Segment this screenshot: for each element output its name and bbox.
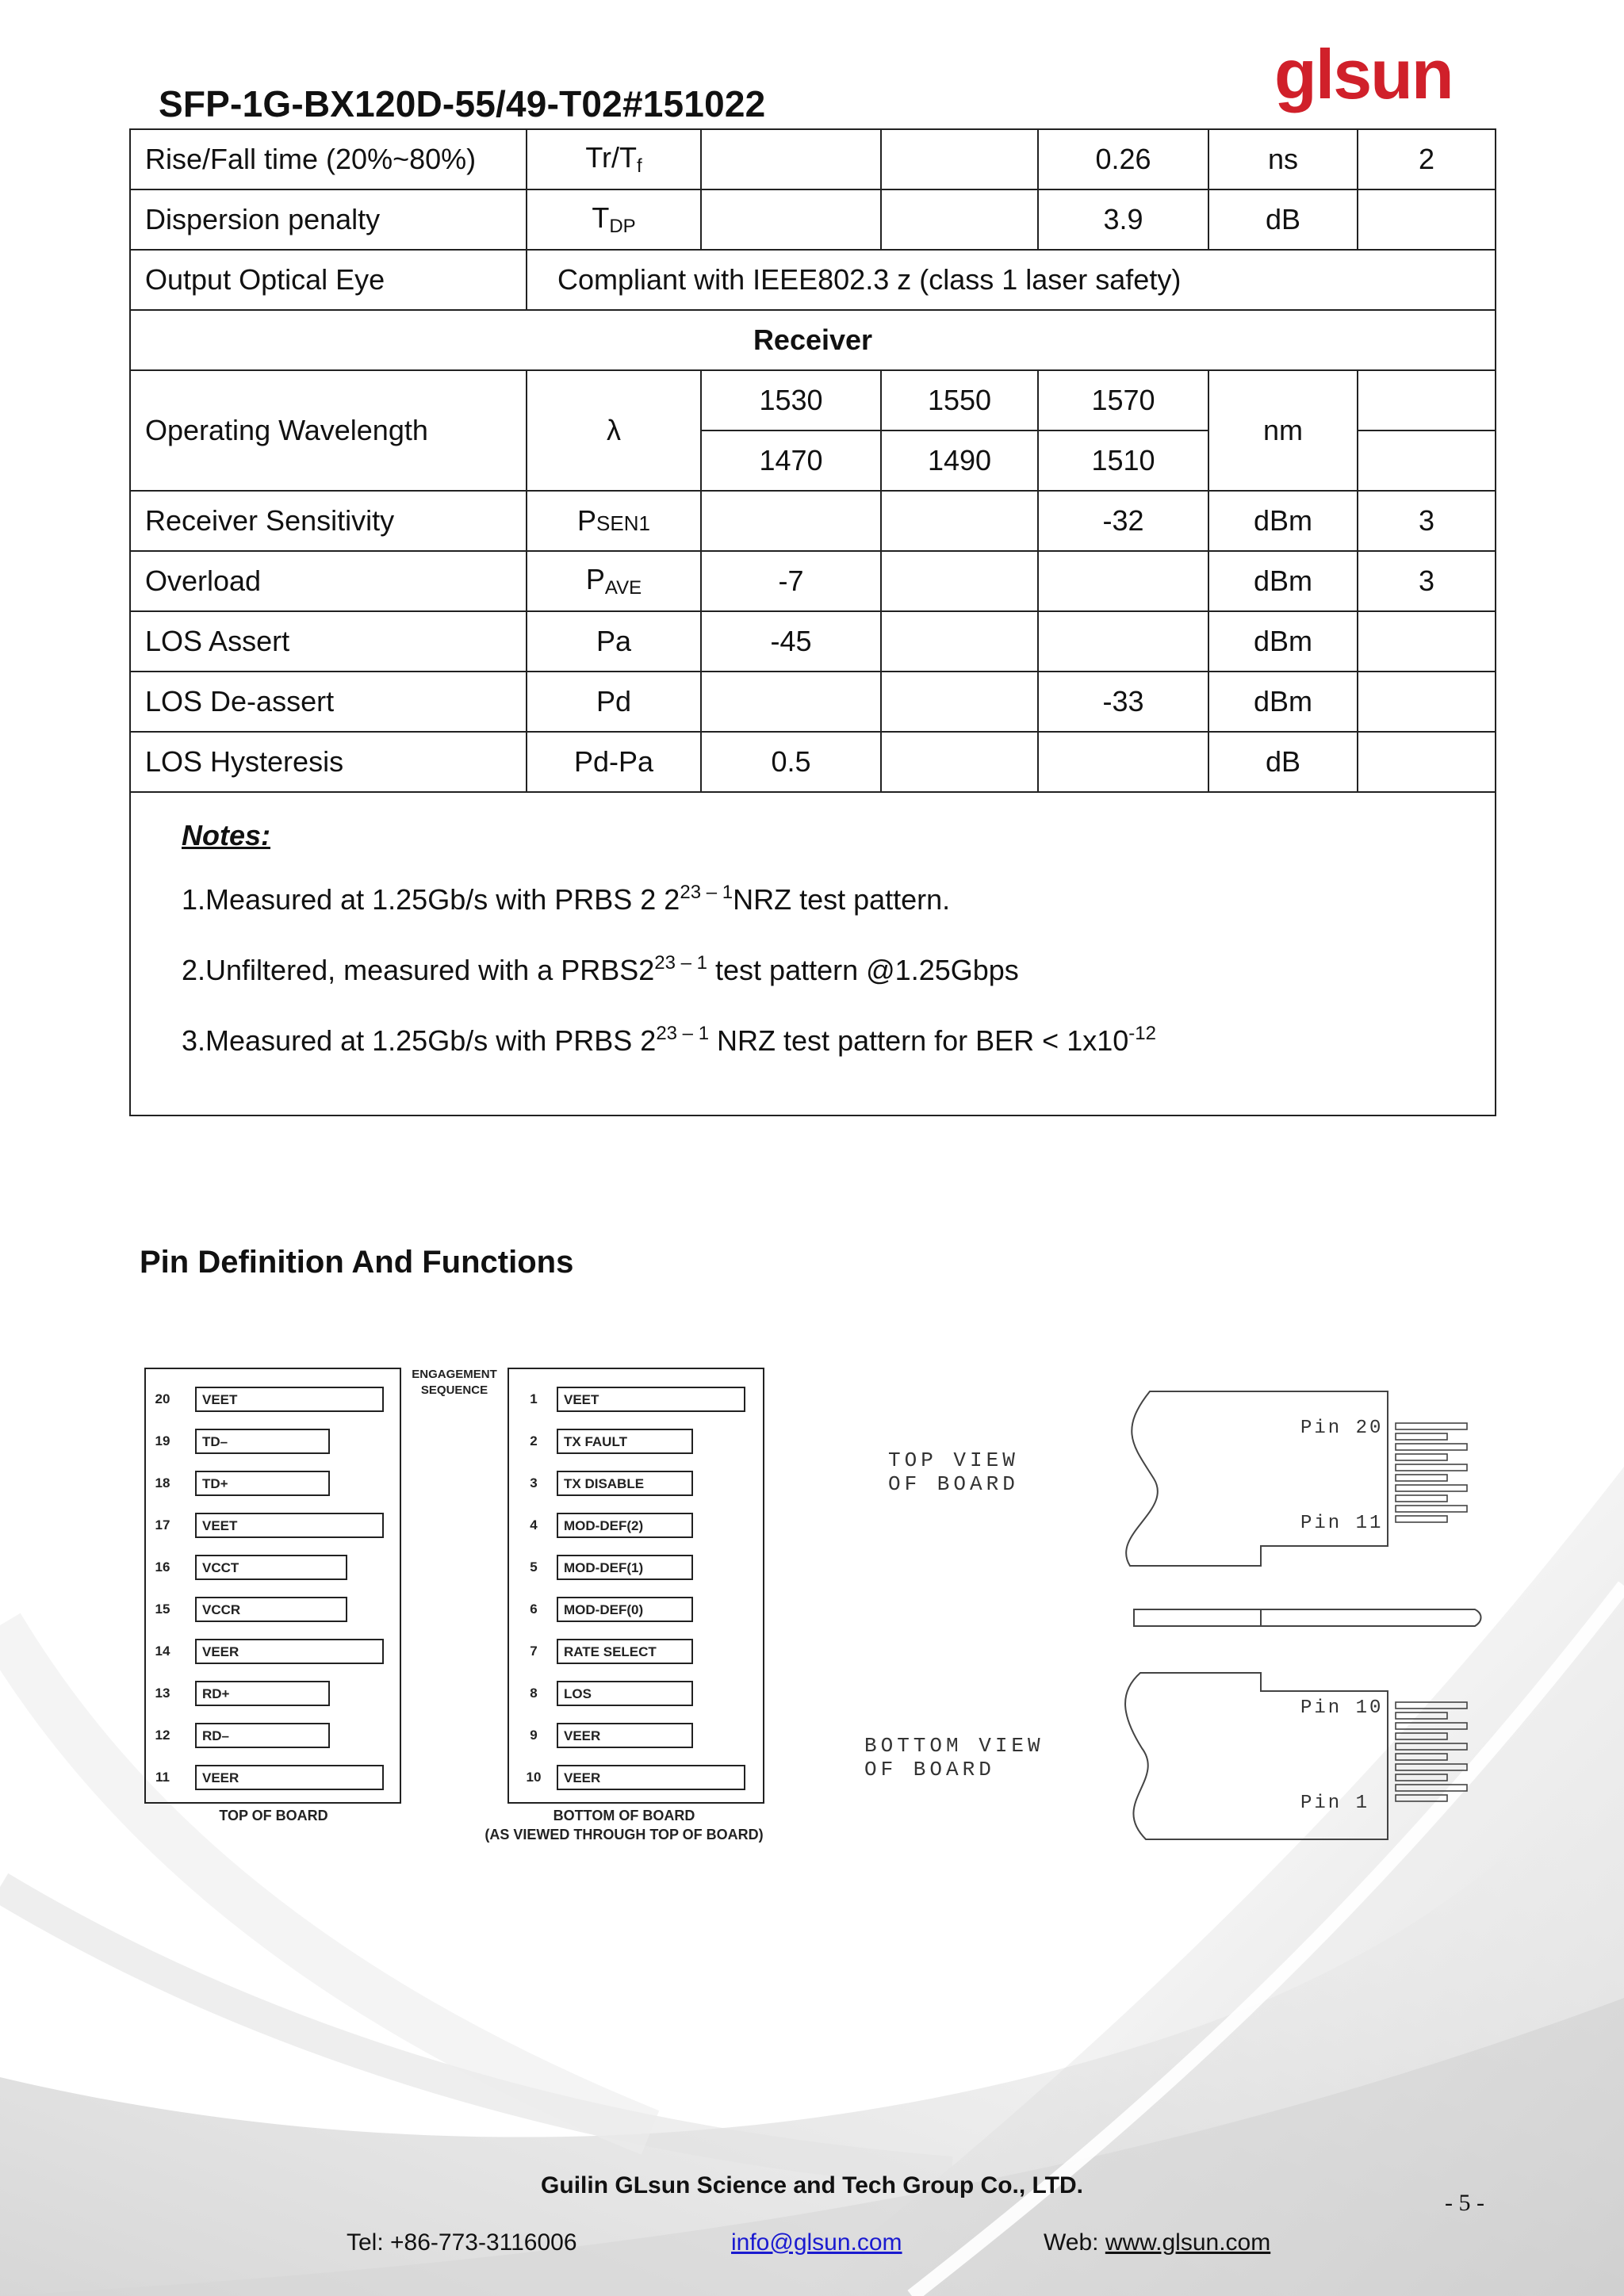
max-cell: 3.9 bbox=[1038, 189, 1208, 250]
pin-row bbox=[530, 1387, 745, 1411]
max-cell bbox=[1038, 611, 1208, 672]
pin-row bbox=[155, 1556, 347, 1579]
symbol-cell: PSEN1 bbox=[527, 491, 701, 551]
pin-label: VCCR bbox=[202, 1602, 241, 1617]
pin-row bbox=[530, 1598, 692, 1621]
pin-number: 16 bbox=[155, 1559, 170, 1575]
top-view-label: OF BOARD bbox=[888, 1472, 1019, 1496]
pin-label: RD+ bbox=[202, 1686, 230, 1701]
note-2: 2.Unfiltered, measured with a PRBS2$^{23 - 1}$ test pattern @1.25Gbps bbox=[182, 952, 1019, 986]
spanning-cell: Compliant with IEEE802.3 z (class 1 laser safety) bbox=[527, 250, 1496, 310]
table-row bbox=[130, 732, 1496, 792]
pin-row bbox=[155, 1640, 383, 1663]
max-cell: 0.26 bbox=[1038, 129, 1208, 189]
typ-cell bbox=[881, 129, 1038, 189]
footer-company: Guilin GLsun Science and Tech Group Co., LTD. bbox=[541, 2172, 1083, 2198]
pin-number: 13 bbox=[155, 1686, 170, 1701]
contact-finger bbox=[1396, 1454, 1447, 1460]
pin-label: TX DISABLE bbox=[564, 1476, 645, 1491]
note-cell bbox=[1358, 732, 1496, 792]
unit-cell: dBm bbox=[1208, 611, 1358, 672]
footer-web bbox=[1044, 2229, 1270, 2256]
top-of-board-frame bbox=[145, 1368, 400, 1803]
note-cell: 2 bbox=[1358, 129, 1496, 189]
notes-heading: Notes: bbox=[182, 819, 271, 851]
param-cell: Receiver Sensitivity bbox=[130, 491, 527, 551]
note-3: 3.Measured at 1.25Gb/s with PRBS 2$^{23 - 1}$ NRZ test pattern for BER < $1x10^{-12}$ bbox=[182, 1023, 1156, 1057]
bottom-of-board-caption: (AS VIEWED THROUGH TOP OF BOARD) bbox=[485, 1827, 764, 1843]
table-row bbox=[130, 792, 1496, 1115]
contact-finger bbox=[1396, 1475, 1447, 1481]
param-cell: LOS De-assert bbox=[130, 672, 527, 732]
typ-cell bbox=[881, 611, 1038, 672]
pin-number: 19 bbox=[155, 1433, 170, 1448]
pin-number: 11 bbox=[155, 1770, 170, 1785]
engagement-label: SEQUENCE bbox=[420, 1383, 488, 1397]
receiver-section-header: Receiver bbox=[130, 310, 1496, 370]
table-row bbox=[130, 370, 1496, 430]
pin-1-label: Pin 1 bbox=[1300, 1793, 1370, 1814]
symbol-cell: Pd-Pa bbox=[527, 732, 701, 792]
contact-finger bbox=[1396, 1723, 1467, 1729]
pin-row bbox=[530, 1640, 692, 1663]
pin-label: VEET bbox=[564, 1392, 599, 1407]
contact-finger bbox=[1396, 1733, 1447, 1739]
pin-label: TD– bbox=[202, 1434, 228, 1449]
contact-finger bbox=[1396, 1516, 1447, 1522]
typ-cell bbox=[881, 551, 1038, 611]
pin-11-label: Pin 11 bbox=[1300, 1513, 1384, 1534]
typ-cell bbox=[881, 189, 1038, 250]
bottom-view-label: OF BOARD bbox=[864, 1758, 995, 1781]
contact-finger bbox=[1396, 1702, 1467, 1709]
note-1: 1.Measured at 1.25Gb/s with PRBS 2 2$^{23 - 1}$NRZ test pattern. bbox=[182, 882, 951, 916]
table-row bbox=[130, 189, 1496, 250]
pin-number: 12 bbox=[155, 1728, 170, 1743]
contact-finger bbox=[1396, 1764, 1467, 1770]
pin-row bbox=[530, 1682, 692, 1705]
note-cell bbox=[1358, 611, 1496, 672]
contact-finger bbox=[1396, 1795, 1447, 1801]
bottom-view-label: BOTTOM VIEW bbox=[864, 1734, 1044, 1758]
symbol-cell: Pd bbox=[527, 672, 701, 732]
symbol-cell: $P_{AVE}$ bbox=[527, 551, 701, 611]
bottom-of-board-caption: BOTTOM OF BOARD bbox=[553, 1808, 695, 1823]
typ-cell: 1550 bbox=[881, 370, 1038, 430]
max-cell: 1570 bbox=[1038, 370, 1208, 430]
table-row bbox=[130, 551, 1496, 611]
contact-finger bbox=[1396, 1743, 1467, 1750]
contact-finger bbox=[1396, 1464, 1467, 1471]
svg-text:glsun: glsun bbox=[1274, 46, 1453, 113]
typ-cell bbox=[881, 732, 1038, 792]
pin-row bbox=[530, 1471, 692, 1495]
contact-finger bbox=[1396, 1423, 1467, 1429]
pin-assignment-diagram bbox=[139, 1357, 773, 1857]
param-cell: Dispersion penalty bbox=[130, 189, 527, 250]
pin-label: MOD-DEF(1) bbox=[564, 1560, 644, 1575]
contact-finger bbox=[1396, 1485, 1467, 1491]
pin-10-label: Pin 10 bbox=[1300, 1697, 1384, 1719]
note-cell: 3 bbox=[1358, 551, 1496, 611]
min-cell: -7 bbox=[701, 551, 881, 611]
pin-label: RD– bbox=[202, 1728, 230, 1743]
table-row bbox=[130, 611, 1496, 672]
min-cell bbox=[701, 189, 881, 250]
max-cell bbox=[1038, 551, 1208, 611]
left-pin-column bbox=[155, 1387, 383, 1789]
param-cell: Output Optical Eye bbox=[130, 250, 527, 310]
min-cell: 0.5 bbox=[701, 732, 881, 792]
pin-number: 15 bbox=[155, 1601, 170, 1617]
pin-row bbox=[155, 1429, 329, 1453]
pin-definition-heading: Pin Definition And Functions bbox=[140, 1245, 574, 1280]
max-cell: -32 bbox=[1038, 491, 1208, 551]
contact-finger bbox=[1396, 1785, 1467, 1791]
pin-label: VEER bbox=[202, 1644, 239, 1659]
min-cell: 1470 bbox=[701, 430, 881, 491]
param-cell: Operating Wavelength bbox=[130, 370, 527, 491]
unit-cell: dBm bbox=[1208, 551, 1358, 611]
footer-email bbox=[731, 2229, 902, 2256]
typ-cell: 1490 bbox=[881, 430, 1038, 491]
unit-cell: dB bbox=[1208, 732, 1358, 792]
pin-label: MOD-DEF(2) bbox=[564, 1518, 644, 1533]
note-cell bbox=[1358, 370, 1496, 430]
pin-number: 4 bbox=[530, 1517, 538, 1533]
pin-number: 6 bbox=[530, 1601, 538, 1617]
pin-label: MOD-DEF(0) bbox=[564, 1602, 644, 1617]
optical-spec-table bbox=[129, 128, 1496, 1116]
pin-label: VEER bbox=[564, 1728, 601, 1743]
top-view-label: TOP VIEW bbox=[888, 1448, 1019, 1472]
pin-label: VCCT bbox=[202, 1560, 239, 1575]
pin-label: VEER bbox=[202, 1770, 239, 1785]
pin-label: LOS bbox=[564, 1686, 592, 1701]
bottom-of-board-frame bbox=[508, 1368, 764, 1803]
bottom-contact-fingers bbox=[1396, 1702, 1467, 1801]
symbol-cell: $Tr/T_f$ bbox=[527, 129, 701, 189]
symbol-cell: Pa bbox=[527, 611, 701, 672]
unit-cell: ns bbox=[1208, 129, 1358, 189]
pin-label: VEER bbox=[564, 1770, 601, 1785]
table-row bbox=[130, 310, 1496, 370]
table-row bbox=[130, 129, 1496, 189]
unit-cell: dB bbox=[1208, 189, 1358, 250]
typ-cell bbox=[881, 672, 1038, 732]
glsun-logo bbox=[1273, 46, 1487, 125]
note-cell: 3 bbox=[1358, 491, 1496, 551]
pin-number: 10 bbox=[526, 1770, 542, 1785]
board-edge-side-view bbox=[1134, 1609, 1481, 1626]
pin-number: 8 bbox=[530, 1686, 538, 1701]
pin-number: 5 bbox=[530, 1559, 538, 1575]
page-number: - 5 - bbox=[1445, 2190, 1484, 2216]
max-cell: -33 bbox=[1038, 672, 1208, 732]
contact-finger bbox=[1396, 1444, 1467, 1450]
pin-row bbox=[155, 1682, 329, 1705]
min-cell bbox=[701, 672, 881, 732]
pin-number: 14 bbox=[155, 1644, 170, 1659]
pin-row bbox=[530, 1513, 692, 1537]
pin-20-label: Pin 20 bbox=[1300, 1418, 1384, 1439]
pin-row bbox=[155, 1513, 383, 1537]
board-view-diagram bbox=[848, 1376, 1491, 1851]
email-link[interactable]: info@glsun.com bbox=[731, 2229, 902, 2256]
pin-label: RATE SELECT bbox=[564, 1644, 657, 1659]
pin-row bbox=[155, 1598, 347, 1621]
pin-label: VEET bbox=[202, 1518, 238, 1533]
contact-finger bbox=[1396, 1495, 1447, 1502]
pin-row bbox=[530, 1556, 692, 1579]
min-cell: -45 bbox=[701, 611, 881, 672]
pin-row bbox=[155, 1766, 383, 1789]
param-cell: Overload bbox=[130, 551, 527, 611]
table-row bbox=[130, 491, 1496, 551]
right-pin-column bbox=[527, 1387, 745, 1789]
pin-label: TX FAULT bbox=[564, 1434, 627, 1449]
min-cell: 1530 bbox=[701, 370, 881, 430]
max-cell bbox=[1038, 732, 1208, 792]
contact-finger bbox=[1396, 1433, 1447, 1440]
notes-cell bbox=[130, 792, 1496, 1115]
param-cell: LOS Hysteresis bbox=[130, 732, 527, 792]
pin-row bbox=[527, 1766, 745, 1789]
pin-number: 17 bbox=[155, 1517, 170, 1533]
pin-number: 2 bbox=[530, 1433, 538, 1448]
contact-finger bbox=[1396, 1774, 1447, 1781]
pin-row bbox=[155, 1724, 329, 1747]
table-row bbox=[130, 250, 1496, 310]
footer-tel: Tel: +86-773-3116006 bbox=[347, 2229, 577, 2256]
pin-number: 3 bbox=[530, 1475, 538, 1490]
note-cell bbox=[1358, 189, 1496, 250]
engagement-label: ENGAGEMENT bbox=[412, 1368, 497, 1381]
pin-row bbox=[530, 1724, 692, 1747]
symbol-cell: λ bbox=[527, 370, 701, 491]
min-cell bbox=[701, 129, 881, 189]
unit-cell: dBm bbox=[1208, 491, 1358, 551]
contact-finger bbox=[1396, 1712, 1447, 1719]
pin-number: 7 bbox=[530, 1644, 538, 1659]
table-row bbox=[130, 672, 1496, 732]
top-of-board-caption: TOP OF BOARD bbox=[219, 1808, 328, 1823]
note-cell bbox=[1358, 430, 1496, 491]
symbol-cell: $T_{DP}$ bbox=[527, 189, 701, 250]
pin-label: TD+ bbox=[202, 1476, 228, 1491]
param-cell: LOS Assert bbox=[130, 611, 527, 672]
min-cell bbox=[701, 491, 881, 551]
web-label: Web: bbox=[1044, 2229, 1105, 2256]
param-cell: Rise/Fall time (20%~80%) bbox=[130, 129, 527, 189]
note-cell bbox=[1358, 672, 1496, 732]
pin-number: 20 bbox=[155, 1391, 170, 1406]
pin-number: 1 bbox=[530, 1391, 538, 1406]
typ-cell bbox=[881, 491, 1038, 551]
pin-label: VEET bbox=[202, 1392, 238, 1407]
pin-row bbox=[155, 1471, 329, 1495]
pin-row bbox=[155, 1387, 383, 1411]
unit-cell: dBm bbox=[1208, 672, 1358, 732]
pin-row bbox=[530, 1429, 692, 1453]
website-link[interactable]: www.glsun.com bbox=[1105, 2229, 1271, 2256]
contact-finger bbox=[1396, 1506, 1467, 1512]
pin-number: 18 bbox=[155, 1475, 170, 1490]
pin-number: 9 bbox=[530, 1728, 538, 1743]
top-contact-fingers bbox=[1396, 1423, 1467, 1522]
max-cell: 1510 bbox=[1038, 430, 1208, 491]
contact-finger bbox=[1396, 1754, 1447, 1760]
document-title: SFP-1G-BX120D-55/49-T02#151022 bbox=[159, 83, 766, 124]
unit-cell: nm bbox=[1208, 370, 1358, 491]
